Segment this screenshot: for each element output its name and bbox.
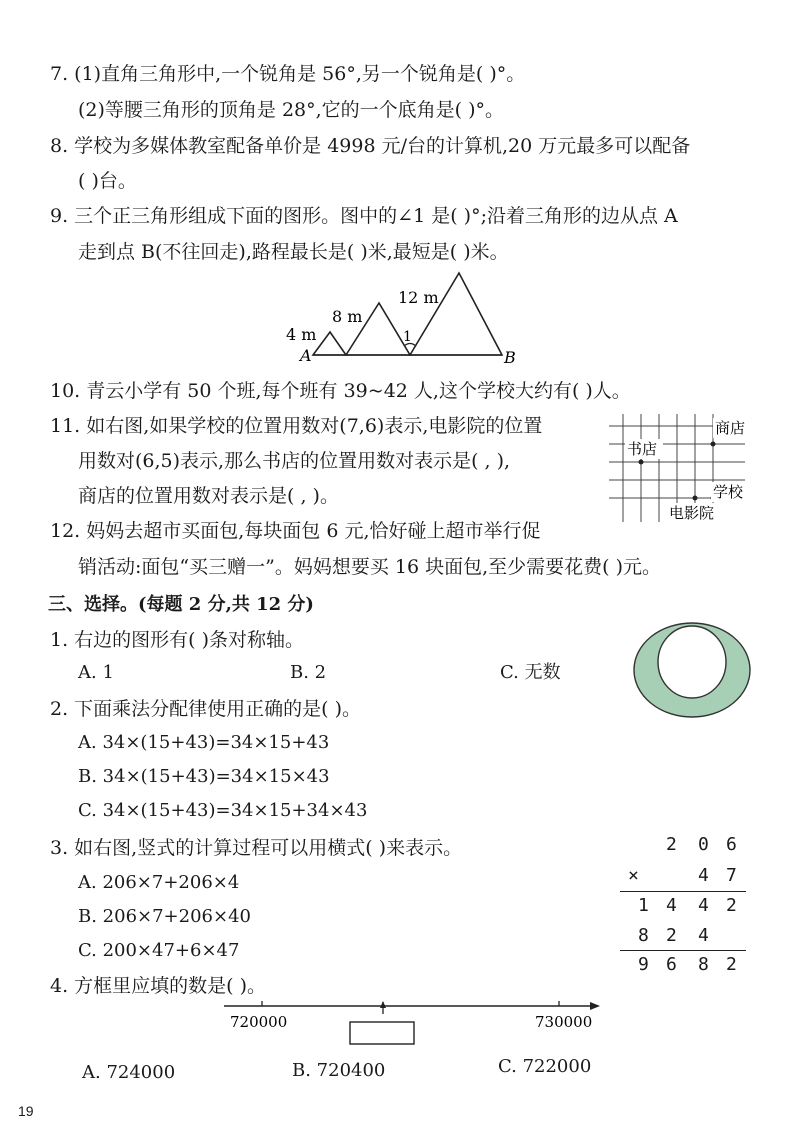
section3-title: 三、选择。(每题 2 分,共 12 分) — [48, 594, 314, 615]
q9-line2: 走到点 B(不往回走),路程最长是( )米,最短是( )米。 — [78, 241, 509, 263]
c1-option-c: C. 无数 — [500, 662, 561, 683]
rule-1 — [620, 891, 746, 892]
c2-option-c: C. 34×(15+43)=34×15+34×43 — [78, 800, 368, 821]
r4-d3: 4 — [698, 925, 709, 946]
vertical-multiplication — [620, 832, 750, 982]
large-triangle — [410, 273, 502, 355]
c2-option-a: A. 34×(15+43)=34×15+43 — [78, 732, 330, 753]
q10-line1: 10. 青云小学有 50 个班,每个班有 39~42 人,这个学校大约有( )人。 — [50, 380, 631, 402]
c1-stem: 1. 右边的图形有( )条对称轴。 — [50, 629, 305, 651]
r5-d1: 9 — [638, 954, 649, 975]
label-8m: 8 m — [332, 307, 363, 326]
triangle-figure — [280, 265, 520, 370]
c4-option-b: B. 720400 — [292, 1060, 386, 1081]
q11-line2: 用数对(6,5)表示,那么书店的位置用数对表示是( , ), — [78, 450, 511, 472]
label-12m: 12 m — [398, 288, 439, 307]
times-sign: × — [628, 865, 639, 886]
q12-line2: 销活动:面包“买三赠一”。妈妈想要买 16 块面包,至少需要花费( )元。 — [78, 556, 661, 578]
axis-label-right: 730000 — [535, 1013, 593, 1031]
q11-line3: 商店的位置用数对表示是( , )。 — [78, 485, 339, 507]
c3-option-a: A. 206×7+206×4 — [78, 872, 240, 893]
bookstore-label: 书店 — [627, 440, 658, 458]
cinema-label: 电影院 — [669, 504, 715, 522]
coordinate-grid — [605, 410, 755, 525]
r3-d4: 2 — [726, 895, 737, 916]
q8-line2: ( )台。 — [78, 170, 137, 192]
q8-line1: 8. 学校为多媒体教室配备单价是 4998 元/台的计算机,20 万元最多可以配备 — [50, 135, 691, 157]
crescent-shape — [634, 623, 750, 717]
r5-d4: 2 — [726, 954, 737, 975]
small-triangle — [313, 332, 346, 355]
q11-line1: 11. 如右图,如果学校的位置用数对(7,6)表示,电影院的位置 — [50, 415, 543, 437]
c1-option-b: B. 2 — [290, 662, 327, 683]
c2-stem: 2. 下面乘法分配律使用正确的是( )。 — [50, 698, 362, 720]
rule-2 — [620, 950, 746, 951]
shop-point — [711, 442, 716, 447]
axis-label-left: 720000 — [230, 1013, 288, 1031]
r1-d3: 6 — [726, 834, 737, 855]
c4-option-c: C. 722000 — [498, 1056, 592, 1077]
c4-stem: 4. 方框里应填的数是( )。 — [50, 975, 267, 997]
r4-d1: 8 — [638, 925, 649, 946]
r3-d3: 4 — [698, 895, 709, 916]
bookstore-point — [639, 460, 644, 465]
cinema-point — [693, 496, 698, 501]
point-a-label: A — [300, 346, 312, 365]
c2-option-b: B. 34×(15+43)=34×15×43 — [78, 766, 330, 787]
q9-line1: 9. 三个正三角形组成下面的图形。图中的∠1 是( )°;沿着三角形的边从点 A — [50, 205, 678, 227]
r3-d2: 4 — [666, 895, 677, 916]
c3-option-b: B. 206×7+206×40 — [78, 906, 251, 927]
shop-label: 商店 — [715, 419, 746, 437]
q7-line2: (2)等腰三角形的顶角是 28°,它的一个底角是( )°。 — [78, 99, 505, 121]
number-line — [220, 996, 610, 1048]
r2-d2: 7 — [726, 865, 737, 886]
r2-d1: 4 — [698, 865, 709, 886]
r1-d1: 2 — [666, 834, 677, 855]
crescent-figure — [632, 622, 758, 722]
answer-box — [350, 1022, 414, 1044]
r4-d2: 2 — [666, 925, 677, 946]
r5-d3: 8 — [698, 954, 709, 975]
r1-d2: 0 — [698, 834, 709, 855]
r5-d2: 6 — [666, 954, 677, 975]
c3-stem: 3. 如右图,竖式的计算过程可以用横式( )来表示。 — [50, 837, 463, 859]
q12-line1: 12. 妈妈去超市买面包,每块面包 6 元,恰好碰上超市举行促 — [50, 520, 541, 542]
point-b-label: B — [504, 348, 516, 367]
c3-option-c: C. 200×47+6×47 — [78, 940, 240, 961]
c4-option-a: A. 724000 — [82, 1062, 176, 1083]
school-label: 学校 — [713, 483, 744, 501]
label-4m: 4 m — [286, 325, 317, 344]
c1-option-a: A. 1 — [78, 662, 114, 683]
page-number: 19 — [18, 1103, 34, 1119]
q7-line1: 7. (1)直角三角形中,一个锐角是 56°,另一个锐角是( )°。 — [50, 63, 526, 85]
axis-arrow — [590, 1002, 600, 1010]
r3-d1: 1 — [638, 895, 649, 916]
angle-1-label: 1 — [403, 329, 412, 345]
